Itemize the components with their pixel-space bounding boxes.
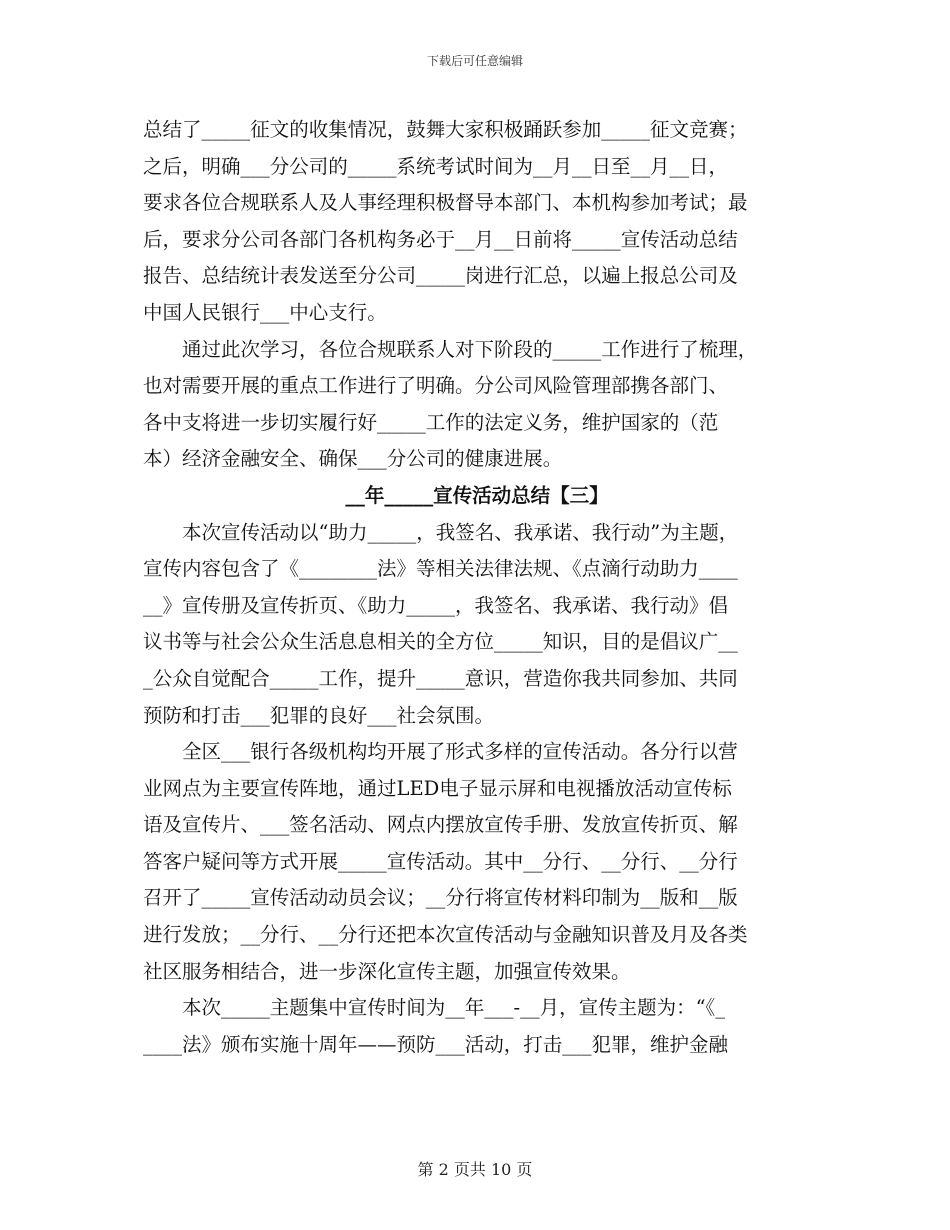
text-line: 总结了_____征文的收集情况，鼓舞大家积极踊跃参加_____征文竞赛；	[143, 118, 748, 141]
text-line: 本）经济金融安全、确保___分公司的健康进展。	[143, 447, 563, 471]
text-line: 语及宣传片、___签名活动、网点内摆放宣传手册、发放宣传折页、解	[143, 813, 738, 837]
section-heading: __年_____宣传活动总结【三】	[345, 483, 609, 507]
text-line: 本次_____主题集中宣传时间为__年___-__月，宣传主题为：“《_	[143, 996, 726, 1020]
text-line: 召开了_____宣传活动动员会议；__分行将宣传材料印制为__版和__版	[143, 886, 738, 910]
text-line: ____法》颁布实施十周年——预防___活动，打击___犯罪，维护金融	[143, 1032, 729, 1056]
text-line: 预防和打击___犯罪的良好___社会氛围。	[143, 703, 495, 727]
page-header: 下载后可任意编辑	[426, 54, 523, 68]
text-line: 社区服务相结合，进一步深化宣传主题，加强宣传效果。	[143, 959, 631, 983]
text-line: 通过此次学习，各位合规联系人对下阶段的_____工作进行了梳理，	[143, 337, 758, 361]
text-line: __》宣传册及宣传折页、《助力_____，我签名、我承诺、我行动》倡	[143, 593, 729, 617]
text-line: 业网点为主要宣传阵地，通过LED电子显示屏和电视播放活动宣传标	[143, 776, 732, 800]
text-line: 进行发放；__分行、__分行还把本次宣传活动与金融知识普及月及各类	[143, 923, 748, 947]
document-body	[143, 112, 811, 1063]
text-line: 报告、总结统计表发送至分公司_____岗进行汇总，以遍上报总公司及	[143, 264, 738, 288]
text-line: 要求各位合规联系人及人事经理积极督导本部门、本机构参加考试；最	[143, 191, 748, 215]
text-line: _公众自觉配合_____工作，提升_____意识，营造你我共同参加、共同	[143, 666, 738, 690]
text-line: 议书等与社会公众生活息息相关的全方位_____知识，目的是倡议广__	[143, 630, 738, 654]
text-line: 也对需要开展的重点工作进行了明确。分公司风险管理部携各部门、	[143, 374, 729, 398]
text-line: 各中支将进一步切实履行好_____工作的法定义务，维护国家的（范	[143, 410, 719, 434]
text-line: 中国人民银行___中心支行。	[143, 300, 387, 324]
text-line: 之后，明确___分公司的_____系统考试时间为__月__日至__月__日，	[143, 154, 729, 178]
text-line: 后，要求分公司各部门各机构务必于__月__日前将_____宣传活动总结	[143, 227, 738, 251]
text-line: 本次宣传活动以“助力_____，我签名、我承诺、我行动”为主题，	[143, 520, 739, 544]
text-line: 全区___银行各级机构均开展了形式多样的宣传活动。各分行以营	[143, 740, 738, 764]
text-line: 宣传内容包含了《________法》等相关法律法规、《点滴行动助力____	[143, 557, 738, 581]
page-footer: 第 2 页共 10 页	[417, 1160, 533, 1179]
text-line: 答客户疑问等方式开展_____宣传活动。其中__分行、__分行、__分行	[143, 849, 738, 873]
